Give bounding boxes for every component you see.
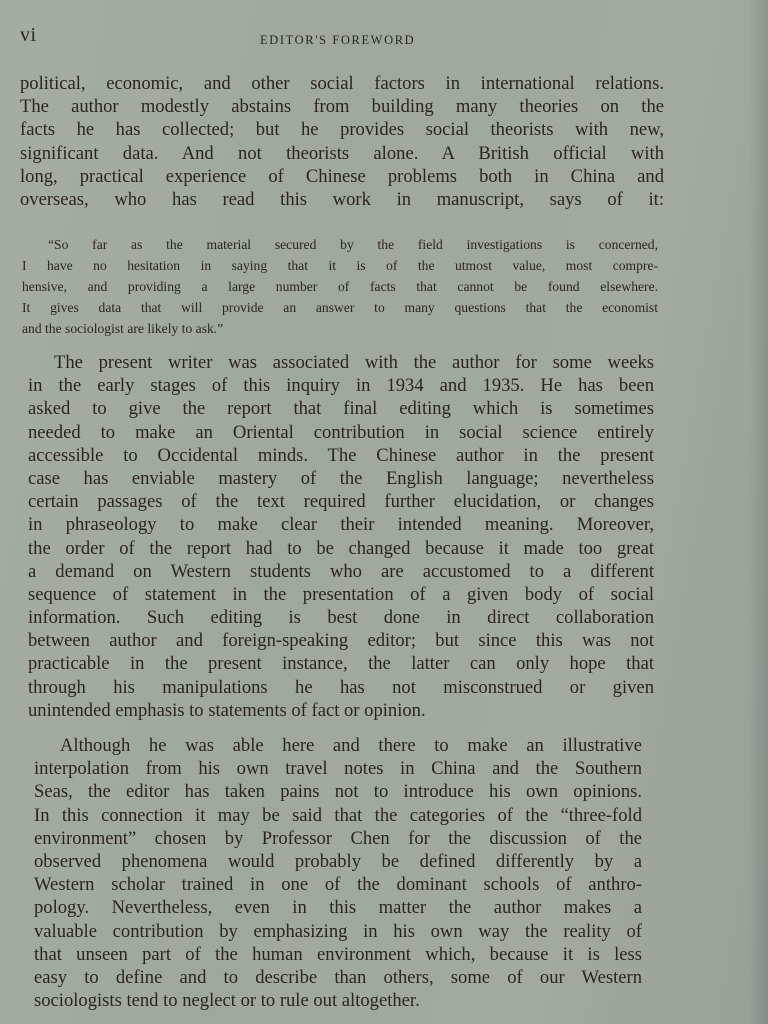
text-line: Western scholar trained in one of the dominant schools of anthro- [34,874,642,896]
text-line: asked to give the report that final editing which is sometimes [28,398,654,420]
text-line: the order of the report had to be changed because it made too great [28,537,654,559]
paragraph-continued [20,72,664,211]
quote-line: and the sociologist are likely to ask.” [22,321,224,336]
running-head-title: EDITOR'S FOREWORD [260,33,416,47]
text-line: overseas, who has read this work in manuscript, says of it: [20,188,664,210]
text-line: easy to define and to describe than others, some of our Western [34,966,642,988]
page-edge-shadow [748,0,768,1024]
text-line: long, practical experience of Chinese problems both in China and [20,165,664,187]
text-line: between author and foreign-speaking editor; but since this was not [28,630,654,652]
text-line: needed to make an Oriental contribution in social science entirely [28,421,654,443]
text-line: valuable contribution by emphasizing in his own way the reality of [34,920,642,942]
text-line: facts he has collected; but he provides social theorists with new, [20,119,664,141]
text-line: a demand on Western students who are accustomed to a different [28,560,654,582]
paragraph-editing [28,351,654,722]
quote-line: “So far as the material secured by the field investigations is concerned, [48,237,658,252]
text-line: sequence of statement in the presentation of a given body of social [28,583,654,605]
text-line: that unseen part of the human environment which, because it is less [34,943,642,965]
text-line: interpolation from his own travel notes in China and the Southern [34,758,642,780]
text-line: Seas, the editor has taken pains not to introduce his own opinions. [34,781,642,803]
text-line: information. Such editing is best done in direct collaboration [28,607,654,629]
quote-line: hensive, and providing a large number of facts that cannot be found elsewhere. [22,279,658,294]
text-line: case has enviable mastery of the English language; nevertheless [28,467,654,489]
text-line: certain passages of the text required further elucidation, or changes [28,491,654,513]
text-line: in the early stages of this inquiry in 1934 and 1935. He has been [28,375,654,397]
text-line: In this connection it may be said that the categories of the “three-fold [34,804,642,826]
quote-line: I have no hesitation in saying that it is of the utmost value, most compre- [22,258,658,273]
block-quotation [22,234,658,339]
text-line: environment” chosen by Professor Chen for the discussion of the [34,827,642,849]
text-line: accessible to Occidental minds. The Chinese author in the present [28,444,654,466]
text-line: in phraseology to make clear their intended meaning. Moreover, [28,514,654,536]
text-line: through his manipulations he has not misconstrued or given [28,676,654,698]
text-line: practicable in the present instance, the latter can only hope that [28,653,654,675]
text-line: political, economic, and other social factors in international relations. [20,73,664,94]
text-line: significant data. And not theorists alone. A British official with [20,142,664,164]
text-line: sociologists tend to neglect or to rule out altogether. [34,990,420,1012]
quote-line: It gives data that will provide an answer to many questions that the economist [22,300,658,315]
page-number: vi [20,24,37,46]
running-head [20,24,700,54]
text-line: observed phenomena would probably be defined differently by a [34,850,642,872]
text-line: Although he was able here and there to make an illustrative [60,735,642,756]
text-line: pology. Nevertheless, even in this matter the author makes a [34,897,642,919]
text-line: unintended emphasis to statements of fact or opinion. [28,699,426,721]
text-line: The present writer was associated with the author for some weeks [54,352,654,373]
paragraph-interpolation [34,734,642,1012]
text-line: The author modestly abstains from building many theories on the [20,96,664,118]
